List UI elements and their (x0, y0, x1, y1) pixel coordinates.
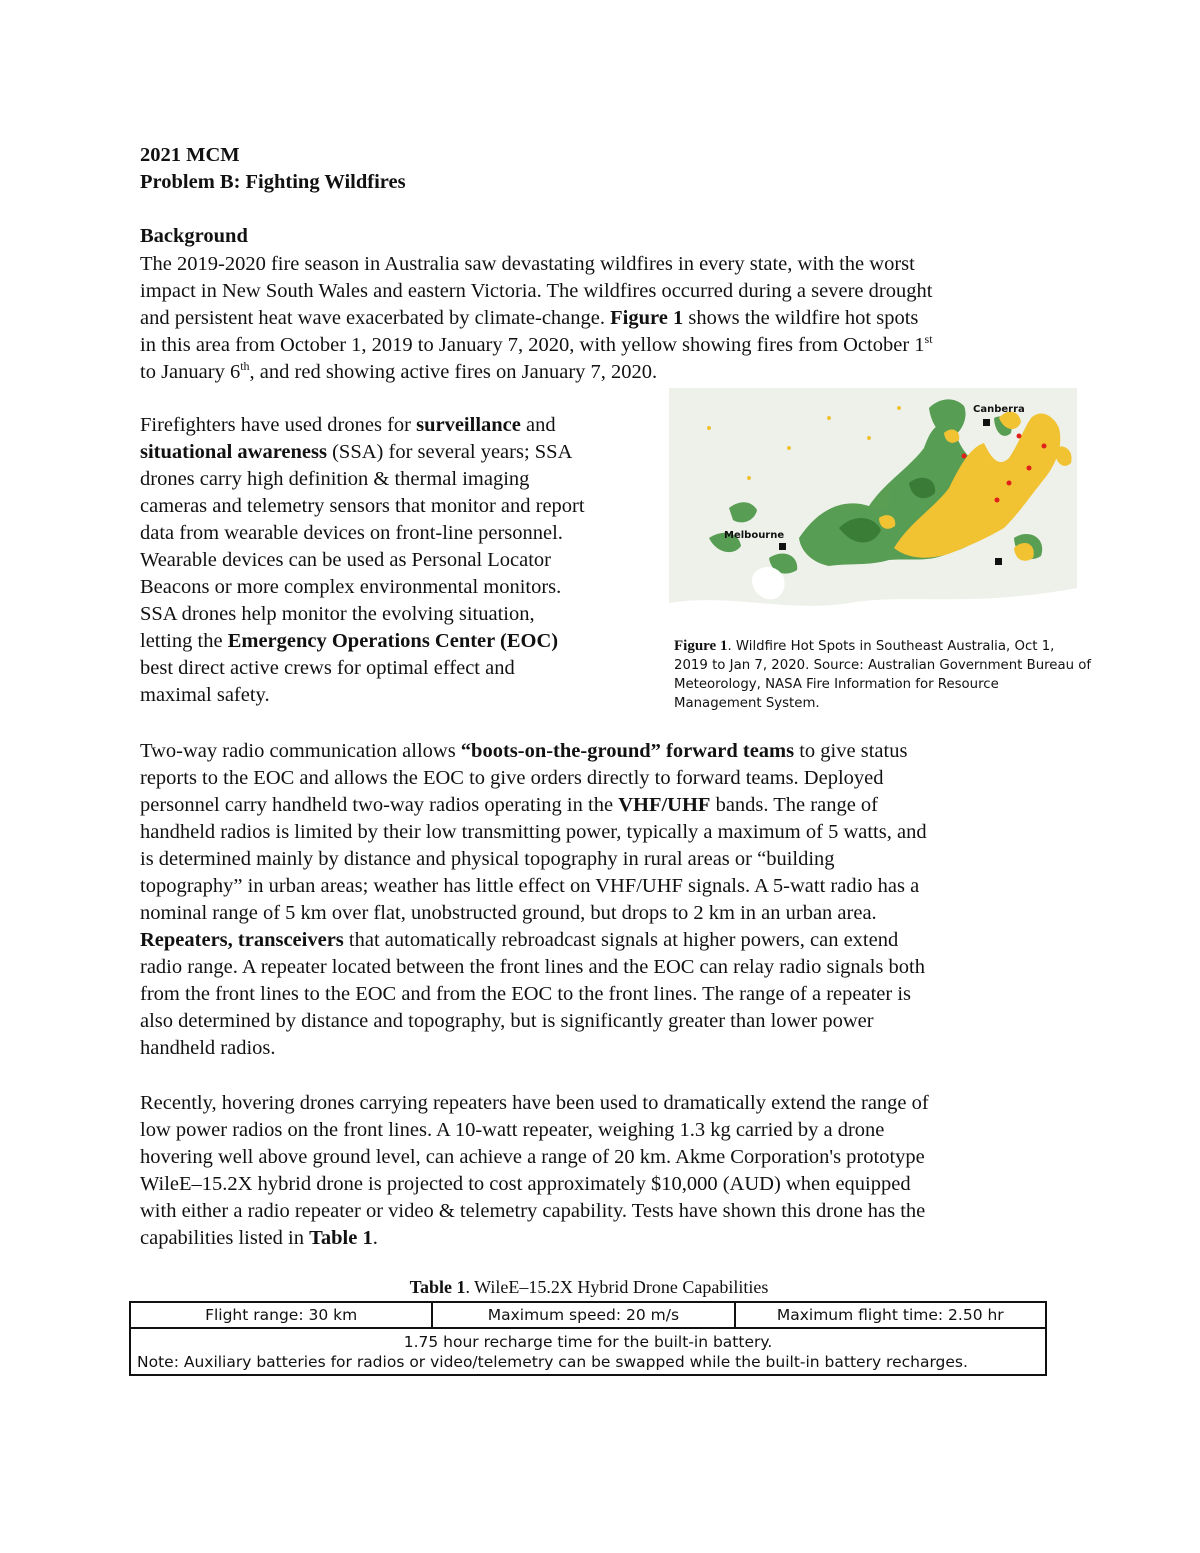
melbourne-marker (779, 543, 786, 550)
text-line (140, 412, 640, 439)
text-line (140, 792, 1058, 819)
text-line: WileE–15.2X hybrid drone is projected to cost approximately $10,000 (AUD) when equipped (140, 1173, 911, 1195)
figure-ref: Figure 1 (610, 307, 684, 329)
text-line: data from wearable devices on front-line personnel. (140, 522, 563, 544)
fire-dot (962, 454, 967, 459)
text-line: best direct active crews for optimal effect and (140, 657, 515, 679)
text-span: personnel carry handheld two-way radios operating in the (140, 794, 619, 816)
text-line: reports to the EOC and allows the EOC to give orders directly to forward teams. Deployed (140, 767, 884, 789)
figure-caption (674, 637, 1134, 713)
superscript: st (924, 332, 933, 346)
firefighters-paragraph (140, 412, 640, 709)
caption-line: 2019 to Jan 7, 2020. Source: Australian Government Bureau of (674, 658, 1092, 673)
bold-term: transceivers (237, 929, 344, 951)
text-span: bands. The range of (710, 794, 878, 816)
wildfire-map-figure (669, 388, 1077, 630)
fire-dot (787, 446, 791, 450)
text-line: impact in New South Wales and eastern Victoria. The wildfires occurred during a severe drought (140, 280, 933, 302)
text-line: handheld radios. (140, 1037, 276, 1059)
table-cell: Maximum flight time: 2.50 hr (735, 1302, 1046, 1328)
text-span: Two-way radio communication allows (140, 740, 461, 762)
text-line: is determined mainly by distance and physical topography in rural areas or “building (140, 848, 835, 870)
canberra-marker (983, 419, 990, 426)
text-span: shows the wildfire hot spots (683, 307, 919, 329)
text-line: from the front lines to the EOC and from the EOC to the front lines. The range of a repeater is (140, 983, 911, 1005)
capabilities-table (129, 1301, 1047, 1376)
superscript: th (240, 359, 250, 373)
text-span: to January 6 (140, 361, 241, 383)
text-span: and (520, 414, 556, 436)
radio-paragraph (140, 738, 1058, 1062)
background-paragraph (140, 251, 1058, 386)
text-line (140, 738, 1058, 765)
table-cell (130, 1328, 1046, 1375)
doc-title: 2021 MCM (140, 144, 240, 166)
caption-line: Meteorology, NASA Fire Information for Resource (674, 677, 999, 692)
text-span: , (227, 929, 238, 951)
fire-dot (995, 498, 1000, 503)
caption-line (674, 637, 1134, 656)
recharge-note: 1.75 hour recharge time for the built-in battery. (403, 1333, 773, 1351)
table-label: Table 1 (409, 1277, 466, 1297)
text-span: (SSA) for several years; SSA (326, 441, 573, 463)
text-span: , and red showing active fires on January 7, 2020. (249, 361, 658, 383)
text-span: . (372, 1227, 378, 1249)
bold-term: “boots-on-the-ground” forward teams (460, 740, 795, 762)
fire-dot (827, 416, 831, 420)
text-line: drones carry high definition & thermal imaging (140, 468, 530, 490)
text-line: nominal range of 5 km over flat, unobstructed ground, but drops to 2 km in an urban area. (140, 902, 877, 924)
text-line: also determined by distance and topography, but is significantly greater than lower power (140, 1010, 874, 1032)
text-line: low power radios on the front lines. A 10-watt repeater, weighing 1.3 kg carried by a drone (140, 1119, 885, 1141)
text-line (140, 332, 1058, 359)
text-line: SSA drones help monitor the evolving situation, (140, 603, 535, 625)
table-cell: Flight range: 30 km (130, 1302, 432, 1328)
auxiliary-note: Note: Auxiliary batteries for radios or video/telemetry can be swapped while the built-in battery recharges. (137, 1353, 968, 1371)
wildfire-map (669, 388, 1077, 630)
text-line (140, 439, 640, 466)
text-line: cameras and telemetry sensors that monitor and report (140, 495, 585, 517)
text-line (140, 359, 1058, 386)
text-line: maximal safety. (140, 684, 270, 706)
text-line: The 2019-2020 fire season in Australia saw devastating wildfires in every state, with the worst (140, 253, 915, 275)
table-caption (130, 1277, 1048, 1298)
table-cell: Maximum speed: 20 m/s (432, 1302, 734, 1328)
fire-dot (867, 436, 871, 440)
fire-dot (1027, 466, 1032, 471)
bold-term: Repeaters (140, 929, 228, 951)
text-span: . Wildfire Hot Spots in Southeast Australia, Oct 1, (727, 639, 1055, 654)
text-line (140, 628, 640, 655)
text-span: capabilities listed in (140, 1227, 310, 1249)
text-line: handheld radios is limited by their low transmitting power, typically a maximum of 5 watts, and (140, 821, 927, 843)
text-line: radio range. A repeater located between the front lines and the EOC can relay radio signals both (140, 956, 925, 978)
text-line: topography” in urban areas; weather has little effect on VHF/UHF signals. A 5-watt radio has a (140, 875, 920, 897)
text-span: and persistent heat wave exacerbated by climate-change. (140, 307, 611, 329)
bold-term: surveillance (416, 414, 521, 436)
melbourne-label: Melbourne (724, 530, 785, 541)
title-block (140, 142, 1058, 250)
fire-dot (747, 476, 751, 480)
fire-dot (897, 406, 901, 410)
drones-paragraph (140, 1090, 1058, 1252)
text-span: letting the (140, 630, 228, 652)
text-span: Firefighters have used drones for (140, 414, 417, 436)
fire-dot (1007, 481, 1012, 486)
caption-line: Management System. (674, 696, 820, 711)
fire-dot (1017, 434, 1022, 439)
text-line (140, 1225, 1058, 1252)
section-heading: Background (140, 225, 248, 247)
text-line: with either a radio repeater or video & telemetry capability. Tests have shown this drone has the (140, 1200, 926, 1222)
caption-label: Figure 1 (674, 638, 728, 654)
text-line: Wearable devices can be used as Personal Locator (140, 549, 552, 571)
bold-term: situational awareness (140, 441, 327, 463)
text-line (140, 927, 1058, 954)
text-line: Recently, hovering drones carrying repeaters have been used to dramatically extend the range of (140, 1092, 929, 1114)
text-line: Beacons or more complex environmental monitors. (140, 576, 562, 598)
text-span: in this area from October 1, 2019 to January 7, 2020, with yellow showing fires from October 1 (140, 334, 925, 356)
text-span: that automatically rebroadcast signals at higher powers, can extend (343, 929, 899, 951)
bold-term: Emergency Operations Center (EOC) (227, 630, 559, 652)
text-span: to give status (794, 740, 908, 762)
table-row (130, 1302, 1046, 1328)
fire-dot (707, 426, 711, 430)
city-marker (995, 558, 1002, 565)
text-span: . WileE–15.2X Hybrid Drone Capabilities (465, 1277, 769, 1297)
text-line: hovering well above ground level, can achieve a range of 20 km. Akme Corporation's prototype (140, 1146, 925, 1168)
table-ref: Table 1 (309, 1227, 373, 1249)
spacer (140, 196, 1058, 223)
problem-title: Problem B: Fighting Wildfires (140, 171, 406, 193)
canberra-label: Canberra (973, 404, 1025, 415)
table-row (130, 1328, 1046, 1375)
bold-term: VHF/UHF (618, 794, 711, 816)
fire-dot (1042, 444, 1047, 449)
text-line (140, 305, 1058, 332)
